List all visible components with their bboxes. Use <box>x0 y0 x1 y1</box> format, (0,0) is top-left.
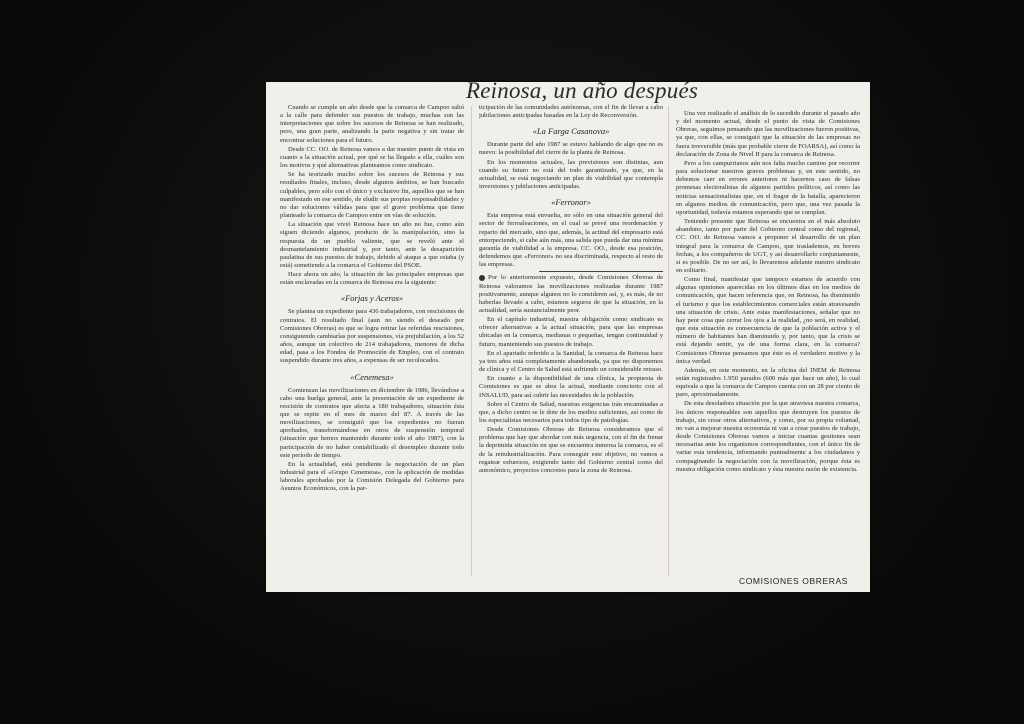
article-headline: Reinosa, un año después <box>466 82 699 103</box>
paragraph: En cuanto a la disponibilidad de una clínica, la propuesta de Comisiones es que se abra la actual, mediante concierto con el INSALUD, para así cubrir las necesidades de la población. <box>479 375 663 399</box>
paragraph: De esta desoladora situación por la que atraviesa nuestra comarca, los únicos responsables son aquellos que destruyen los puestos de trabajo, sin crear otros alternativos, y como, por su propia voluntad, no van a mejorar nuestra economía ni van a crear puestos de trabajo, desde Comisiones Obreras vamos a iniciar cuantas gestiones sean necesarias ante los organismos correspondientes, con el único fin de variar esta tendencia, informando puntualmente a los ciudadanos y compaginando la negociación con la movilización, porque ésta es nuestra obligación como sindicato y ésta nuestra razón de existencia. <box>676 400 860 473</box>
paragraph: Desde Comisiones Obreras de Reinosa consideramos que el problema que hay que abordar con más urgencia, con el fin de frenar la deprimida situación en que se encuentra inmersa la comarca, es el de la reindustrialización. Para conseguir este objetivo, no vamos a regatear esfuerzos, exigiendo tanto del Gobierno central como del autonómico, proyectos concretos para la zona de Reinosa. <box>479 426 663 474</box>
paragraph: Como final, manifestar que tampoco estamos de acuerdo con algunas opiniones aparecidas en los últimos días en los medios de comunicación, que hacen referencia que, en Reinosa, ha disminuido el turismo y que los establecimientos comerciales están atravesando una situación de crisis. Ante estas manifestaciones, señalar que no hay peor cosa que cerrar los ojos a la realidad, ¿no será, en realidad, que esta situación es consecuencia de que la población activa y el número de habitantes han disminuido y, por tanto, que la crisis se está dejando sentir, ya de una forma clara, en la comarca? Comisiones Obreras pensamos que éste es el verdadero motivo y la única verdad. <box>676 276 860 365</box>
article-column-3 <box>676 110 860 592</box>
article-column-2 <box>479 104 663 586</box>
paragraph: Hace ahora un año, la situación de las principales empresas que están enclavadas en la comarca de Reinosa era la siguiente: <box>280 271 464 287</box>
column-divider <box>471 106 472 576</box>
paragraph-text: Por lo anteriormente expuesto, desde Comisiones Obreras de Reinosa valoramos las movilizaciones realizadas durante 1987 positivamente, aunque algunos no lo consideren así, y, es más, de no haberlas llevado a cabo, estamos seguros de que la situación, en la actualidad, sería sustancialmente peor. <box>479 274 663 314</box>
paragraph: En el capítulo industrial, nuestra obligación como sindicato es ofrecer alternativas a la actual situación, para que las empresas ubicadas en la comarca, medianas o pequeñas, tengan continuidad y futuro, manteniendo sus puestos de trabajo. <box>479 316 663 348</box>
paragraph: La situación que vivió Reinosa hace un año no fue, como aún siguen diciendo algunos, producto de la manipulación, sino la respuesta de un pueblo valiente, que se reveló ante el desmantelamiento industrial y, por tanto, ante la desaparición paulatina de sus puestos de trabajo, debido al ataque a que estaba (y está) sometiendo a la comarca el Gobierno del PSOE. <box>280 221 464 269</box>
section-heading: «Forjas y Aceros» <box>340 293 404 304</box>
paragraph: Esta empresa está envuelta, no sólo en una situación general del sector de ferroaleaciones, en el cual se prevé una reordenación y reparto del mercado, sino que, además, la actitud del empresario está entorpeciendo, si cabe aún más, una salida que pueda dar una mínima garantía de viabilidad a la empresa. CC. OO., desde esa posición, defendemos que «Ferronor» no sea discriminada, respecto al resto de las empresas. <box>479 212 663 269</box>
section-heading: «Cenemesa» <box>350 371 394 382</box>
article-signature: COMISIONES OBRERAS <box>738 576 848 586</box>
paragraph: Cuando se cumple un año desde que la comarca de Campoo salió a la calle para defender sus puestos de trabajo, muchas son las interpretaciones que sobre los sucesos de Reinosa se han realizado, pero, una gran parte, analizando la parte negativa y sin tratar de encontrar soluciones para el futuro. <box>280 104 464 144</box>
bullet-icon <box>479 275 485 281</box>
paragraph: Teniendo presente que Reinosa se encuentra en el más absoluto abandono, tanto por parte del Gobierno central como del regional, CC. OO. de Reinosa vamos a proponer el desarrollo de un plan integral para la comarca de Campoo, que traslademos, en breves fechas, a los compañeros de UGT, y así desarrollarlo conjuntamente, si es posible. De no ser así, lo llevaremos adelante nuestro sindicato en solitario. <box>676 218 860 274</box>
paragraph: Se plantea un expediente para 436 trabajadores, con rescisiones de contratos. El resultado final (aun no siendo el deseado por Comisiones Obreras) es que se logra retirar las referidas rescisiones, consiguiendo cambiarlas por suspensiones, vía prejubilación, a los 52 años, aunque un colectivo de 214 trabajadores, menores de dicha edad, pasa a los Fondos de Promoción de Empleo, con el contrato suspendido durante tres años, a expensas de ser recolocados. <box>280 308 464 365</box>
paragraph: En la actualidad, está pendiente la negociación de un plan industrial para el «Grupo Cenemesa», con la aplicación de medidas laborales aprobadas por la Comisión Delegada del Gobierno para Asuntos Económicos, con la par- <box>280 460 464 493</box>
section-heading: «La Farga Casanova» <box>532 126 610 137</box>
paragraph: Además, en este momento, en la oficina del INEM de Reinosa están registrados 1.950 parados (600 más que hace un año), lo cual equivale a que la comarca de Campoo cuenta con un 28 por ciento de paro, aproximadamente. <box>676 366 860 399</box>
paragraph: Se ha teorizado mucho sobre los sucesos de Reinosa y sus resultados finales, incluso, desde algunos ámbitos, se han buscado culpables, pero sólo con el único y exclusivo fin, aquellos que se han manifestado en ese sentido, de eludir sus propias responsabilidades y no dar soluciones válidas para que el grave problema que tiene planteado la comarca de Campoo entre en vías de solución. <box>280 171 464 220</box>
paragraph: En el apartado referido a la Sanidad, la comarca de Reinosa hace ya tres años está completamente abandonada, ya que no disponemos de clínica y el Centro de Salud está sufriendo un considerable retraso. <box>479 349 663 374</box>
article-column-1 <box>280 104 464 586</box>
paragraph: ticipación de las comunidades autónomas, con el fin de llevar a cabo jubilaciones anticipadas basadas en la Ley de Reconversión. <box>479 104 663 120</box>
paragraph: Durante parte del año 1987 se estuvo hablando de algo que no es nuevo: la posibilidad del cierre de la planta de Reinosa. <box>479 141 663 157</box>
paragraph <box>479 274 663 315</box>
paragraph: Sobre el Centro de Salud, nuestras exigencias irán encaminadas a que, a dicho centro se le dote de los medios suficientes, así como de los especialistas necesarios para todos tipo de patologías. <box>479 400 663 424</box>
paragraph: Comienzan las movilizaciones en diciembre de 1986, llevándose a cabo una huelga general, ante la presentación de un expediente de rescisión de contratos que afecta a 180 trabajadores, situación ésta que se repite en el mes de marzo del 87. A través de las movilizaciones, se consiguió que los expedientes no fueran aprobados, transformándose en otros de suspensión temporal (situación que hemos mantenido durante todo el año 1987), con la participación de no haber contabilizado el desempleo durante todo este período de tiempo. <box>280 386 464 459</box>
column-divider <box>668 106 669 576</box>
separator-rule <box>539 271 663 272</box>
paragraph: En los momentos actuales, las previsiones son distintas, aun cuando su futuro no está del todo garantizado, ya que, en la actualidad, se está negociando un plan de viabilidad que contempla inversiones y jubilaciones anticipadas. <box>479 158 663 191</box>
section-heading: «Ferronor» <box>551 197 591 208</box>
paragraph: Desde CC. OO. de Reinosa vamos a dar nuestro punto de vista en cuanto a la situación actual, por qué se ha llegado a ella, cuáles son los motivos y qué alternativas planteamos como sindicato. <box>280 145 464 170</box>
paragraph: Una vez realizado el análisis de lo sucedido durante el pasado año y del momento actual, desde el punto de vista de Comisiones Obreras, seguimos pensando que las movilizaciones fueron positivas, ya que, con ellas, se consiguió que la situación de las empresas no fuera irreversible (más que probable cierre de FOARSA), así como la declaración de Zona de Nivel II para la comarca de Reinosa. <box>676 110 860 158</box>
newspaper-clipping <box>266 82 870 592</box>
paragraph: Pero a los campurrianos aún nos falta mucho camino por recorrer para solucionar nuestros graves problemas y, en este sentido, no debemos caer en errores anteriores ni hacernos caso de falsas promesas electoralistas de algunos partidos políticos, así como las noticias sensacionalistas que, en el fragor de la batalla, aparecieron en algunos medios de comunicación, pero que, una vez pasada la oportunidad, todavía estamos esperando que se cumplan. <box>676 159 860 216</box>
